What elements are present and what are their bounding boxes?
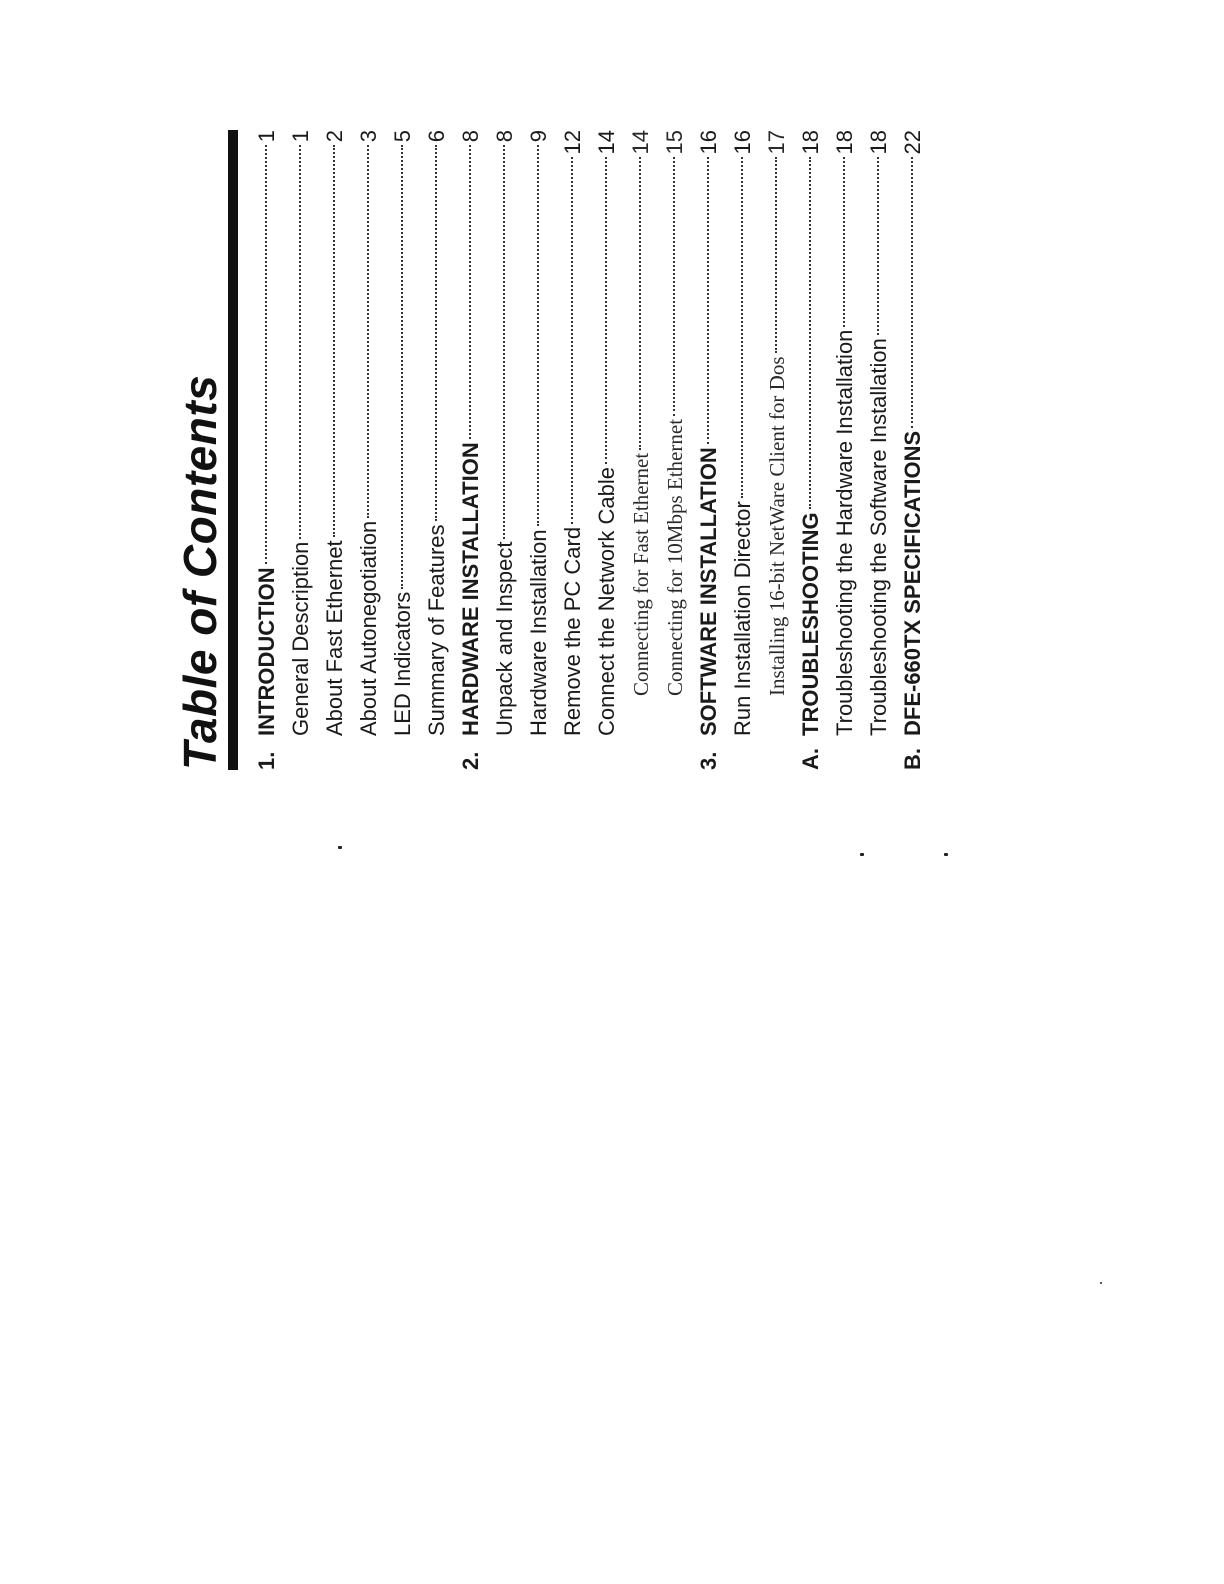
- toc-subsection-entry: [624, 130, 658, 770]
- toc-subsection-entry: [658, 130, 692, 770]
- toc-entry-label: Hardware Installation: [526, 529, 551, 736]
- toc-section-number: B.: [900, 748, 925, 770]
- toc-page-number: 1: [288, 130, 313, 143]
- toc-entry-label: INTRODUCTION: [254, 567, 279, 736]
- toc-page-number: 22: [900, 130, 925, 155]
- toc-page-number: 15: [662, 130, 687, 155]
- dot-leader: [265, 145, 267, 564]
- toc-section-entry: [250, 130, 284, 770]
- toc-entry-label: Summary of Features: [424, 524, 449, 736]
- toc-subsection-entry: [726, 130, 760, 770]
- toc-page-number: 1: [254, 130, 279, 143]
- dot-leader: [435, 145, 437, 521]
- dot-leader: [877, 157, 879, 335]
- toc-page-number: 14: [594, 130, 619, 155]
- toc-page-number: 14: [628, 130, 653, 155]
- toc-subsection-entry: [386, 130, 420, 770]
- dot-leader: [503, 145, 505, 538]
- dot-leader: [571, 157, 573, 523]
- toc-subsection-entry: [420, 130, 454, 770]
- toc-entry-label: HARDWARE INSTALLATION: [458, 442, 483, 736]
- toc-subsection-entry: [760, 130, 794, 770]
- dot-leader: [639, 157, 641, 449]
- toc-subsection-entry: [828, 130, 862, 770]
- toc-entry-label: Unpack and Inspect: [492, 541, 517, 736]
- toc-page-number: 3: [356, 130, 381, 143]
- toc-section-number: 2.: [458, 751, 483, 770]
- toc-section-entry: [454, 130, 488, 770]
- toc-entry-label: About Autonegotiation: [356, 520, 381, 736]
- title-rule: [228, 130, 238, 770]
- toc-subsection-entry: [284, 130, 318, 770]
- toc-entry-label: SOFTWARE INSTALLATION: [696, 447, 721, 736]
- toc-page-number: 18: [798, 130, 823, 155]
- dot-leader: [469, 145, 471, 439]
- toc-entry-label: About Fast Ethernet: [322, 540, 347, 736]
- toc-subsection-entry: [352, 130, 386, 770]
- toc-page-number: 16: [696, 130, 721, 155]
- toc-page-number: 8: [458, 130, 483, 143]
- toc-page-number: 16: [730, 130, 755, 155]
- dot-leader: [537, 145, 539, 526]
- toc-entry-label: Installing 16-bit NetWare Client for Dos: [765, 356, 789, 696]
- toc-section-entry: [692, 130, 726, 770]
- toc-page-number: 17: [764, 130, 789, 155]
- toc-section-entry: [794, 130, 828, 770]
- dot-leader: [809, 157, 811, 509]
- dot-leader: [333, 145, 335, 537]
- toc-section-number: 1.: [254, 751, 279, 770]
- toc-subsection-entry: [556, 130, 590, 770]
- toc-section-entry: [896, 130, 930, 770]
- toc-entry-label: Connecting for Fast Ethernet: [629, 452, 653, 696]
- toc-section-number: 3.: [696, 751, 721, 770]
- scan-speck: [944, 853, 948, 856]
- dot-leader: [299, 145, 301, 538]
- toc-page-number: 2: [322, 130, 347, 143]
- toc-entry-label: Connect the Network Cable: [594, 466, 619, 736]
- toc-entry-label: DFE-660TX SPECIFICATIONS: [900, 430, 925, 736]
- toc-list: [250, 130, 930, 770]
- dot-leader: [401, 145, 403, 588]
- toc-subsection-entry: [488, 130, 522, 770]
- toc-subsection-entry: [590, 130, 624, 770]
- dot-leader: [707, 157, 709, 444]
- toc-subsection-entry: [318, 130, 352, 770]
- dot-leader: [673, 157, 675, 415]
- scan-speck: [338, 846, 342, 849]
- scan-speck: [860, 853, 864, 856]
- toc-entry-label: TROUBLESHOOTING: [798, 512, 823, 736]
- dot-leader: [843, 157, 845, 326]
- toc-page-number: 9: [526, 130, 551, 143]
- dot-leader: [605, 157, 607, 463]
- dot-leader: [367, 145, 369, 517]
- toc-entry-label: Remove the PC Card: [560, 526, 585, 736]
- toc-page-number: 18: [866, 130, 891, 155]
- dot-leader: [775, 157, 777, 353]
- toc-subsection-entry: [862, 130, 896, 770]
- toc-entry-label: Troubleshooting the Software Installation: [866, 338, 891, 736]
- toc-section-number: A.: [798, 748, 823, 770]
- page-title: Table of Contents: [174, 374, 226, 770]
- toc-entry-label: General Description: [288, 541, 313, 736]
- toc-page-number: 6: [424, 130, 449, 143]
- scan-speck: [1100, 1282, 1102, 1284]
- toc-subsection-entry: [522, 130, 556, 770]
- toc-entry-label: Troubleshooting the Hardware Installation: [832, 329, 857, 736]
- toc-entry-label: LED Indicators: [390, 591, 415, 736]
- dot-leader: [741, 157, 743, 498]
- dot-leader: [911, 157, 913, 427]
- toc-page-number: 18: [832, 130, 857, 155]
- table-of-contents: [170, 130, 980, 780]
- toc-page-number: 12: [560, 130, 585, 155]
- toc-page-number: 5: [390, 130, 415, 143]
- toc-entry-label: Connecting for 10Mbps Ethernet: [663, 418, 687, 696]
- toc-entry-label: Run Installation Director: [730, 501, 755, 736]
- toc-page-number: 8: [492, 130, 517, 143]
